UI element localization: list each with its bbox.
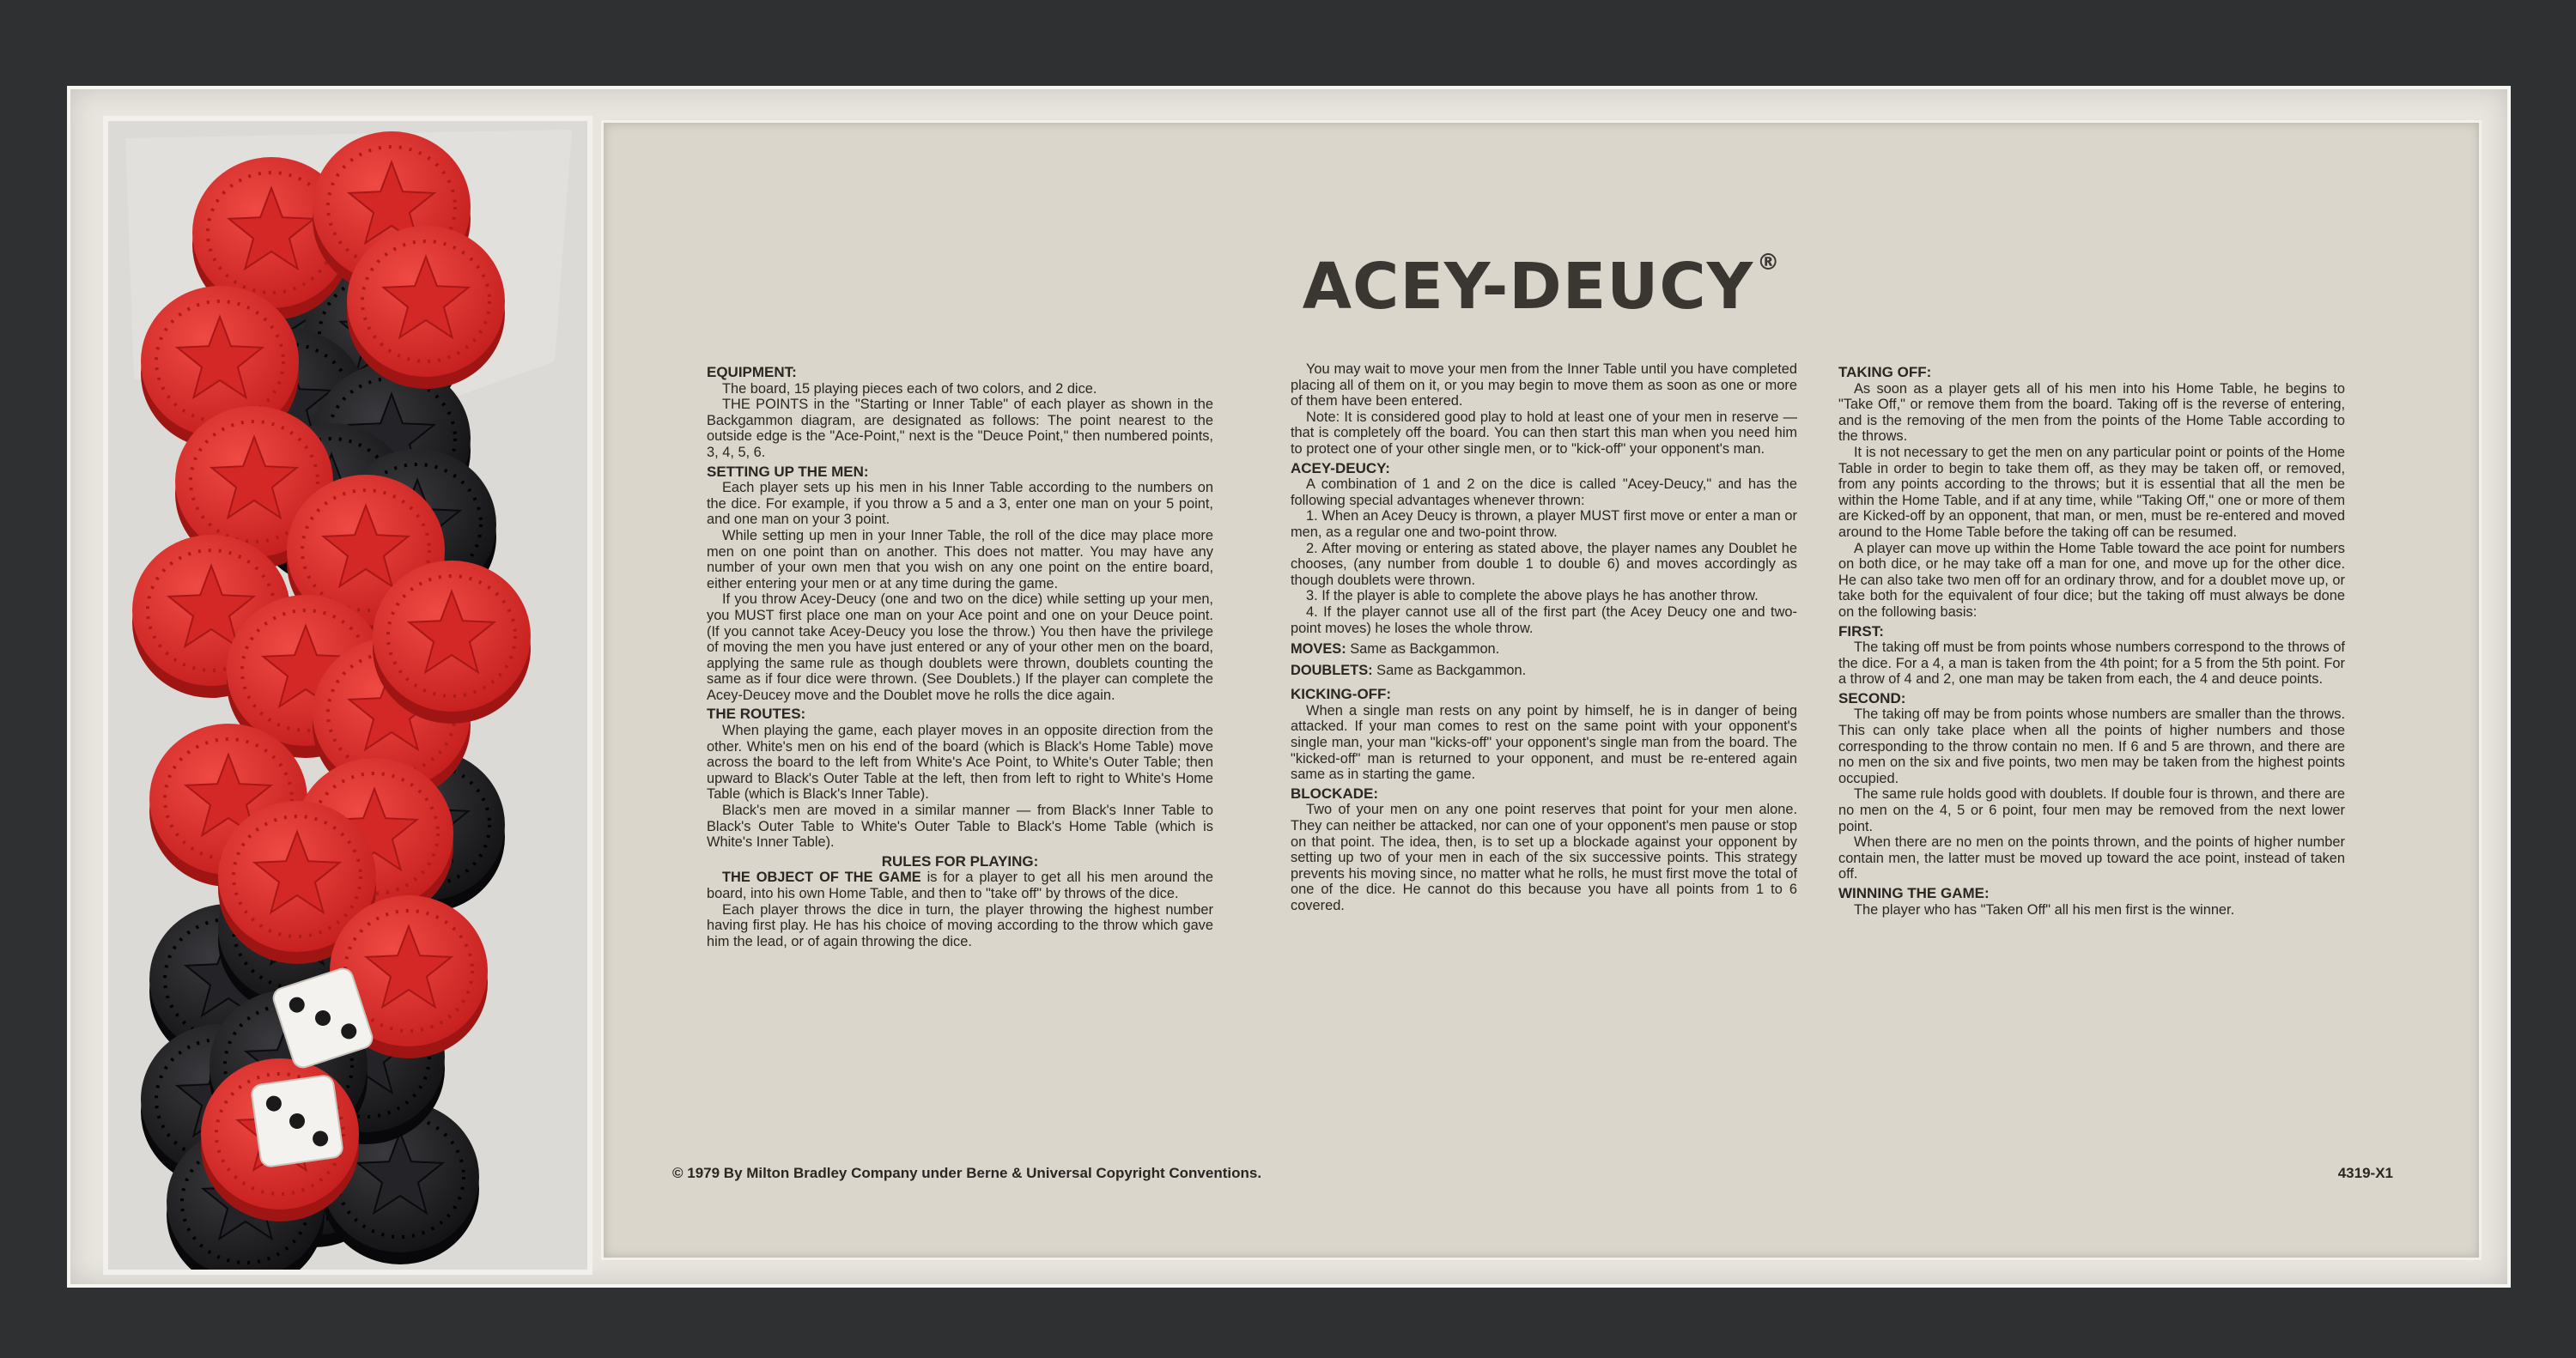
- rules-column-2: [1291, 361, 1797, 914]
- routes-heading: THE ROUTES:: [707, 706, 806, 723]
- equipment-heading: EQUIPMENT:: [707, 364, 797, 380]
- pieces-illustration: [108, 121, 587, 1270]
- object-paragraph: [707, 870, 1213, 901]
- acey-text-1: A combination of 1 and 2 on the dice is called "Acey-Deucy," and has the following special advantages whenever thrown:: [1291, 476, 1797, 508]
- winning-heading: WINNING THE GAME:: [1838, 885, 1990, 901]
- object-label: THE OBJECT OF THE GAME: [722, 870, 921, 886]
- routes-text-1: When playing the game, each player moves in an opposite direction from the other. White's men on his end of the board (which is Black's Home Table) move across the board to the left from White's Ace Point, to White's Outer Table; then upward to Black's Outer Table at the left, then from left to right to White's Home Table (which is Black's Inner Table).: [707, 723, 1213, 803]
- first-play-text: Each player throws the dice in turn, the player throwing the highest number having first play. He has his choice of moving according to the throw which gave him the lead, or of again throwing the dice.: [707, 901, 1213, 949]
- moves-text: Same as Backgammon.: [1346, 641, 1500, 658]
- doublets-paragraph: [1291, 663, 1797, 679]
- rules-column-1: [707, 361, 1213, 949]
- kick-text: When a single man rests on any point by himself, he is in danger of being attacked. If your man comes to rest on the same point with your opponent's single man, your man "kicks-off" your opponent's single man from the board. The "kicked-off" man is returned to your opponent, and must be re-entered again same as in starting the game.: [1291, 702, 1797, 783]
- taking-text-2: It is not necessary to get the men on any particular point or points of the Home Table in order to begin to take them off, as they may be taken off, or removed, from any points according to the throws; but it is essential that all the men be within the Home Table, and if at any time, while "Taking Off," one or more of them are Kicked-off by an opponent, that man, or men, must be re-entered and moved around to the Home Table before the taking off can be resumed.: [1838, 444, 2345, 540]
- red-piece: [373, 561, 531, 724]
- taking-text-3: A player can move up within the Home Table toward the ace point for numbers on both dice, or he may take off a man for one, and move up for the other dice. He can also take two men off for an ordinary throw, and for a doublet move up, or take both for the equivalent of four dice; but the taking off must always be done on the following basis:: [1838, 540, 2345, 620]
- red-piece: [347, 226, 505, 389]
- pieces-tray: [103, 116, 592, 1275]
- moves-paragraph: [1291, 641, 1797, 658]
- setup-text-2: While setting up men in your Inner Table, the roll of the dice may place more men on one point than on another. This does not matter. You may have any number of your own men that you wish on any one point on the entire board, either entering your men or at any time during the game.: [707, 527, 1213, 591]
- first-text: The taking off must be from points whose numbers correspond to the throws of the dice. For a 4, a man is taken from the 4th point; for a 5 from the 5th point. For a throw of 4 and 2, one man may be taken from each, the 4 and deuce points.: [1838, 640, 2345, 688]
- product-code: 4319-X1: [2337, 1165, 2393, 1181]
- rules-column-3: [1838, 361, 2345, 918]
- object-text: is for a player to get all his men around the board, into his own Home Table, and then to "take off" by throws of the dice.: [707, 870, 1213, 901]
- second-text-2: The same rule holds good with doublets. If double four is thrown, and there are no men on the 4, 5 or 6 point, four men may be removed from the next lower point.: [1838, 786, 2345, 834]
- moves-label: MOVES:: [1291, 641, 1346, 658]
- rules-sheet: [601, 120, 2482, 1260]
- setup-text-3: If you throw Acey-Deucy (one and two on the dice) while setting up your men, you MUST first place one man on your Ace point and one on your Deuce point. (If you cannot take Acey-Deucy you lose the throw.) You then have the privilege of moving the men you have just entered or any of your other men on the board, applying the same rule as though doublets were thrown, doublets counting the same as if four dice were thrown. (See Doublets.) If the player can complete the Acey-Deucey move and the Doublet move he rolls the dice again.: [707, 591, 1213, 703]
- taking-text-1: As soon as a player gets all of his men into his Home Table, he begins to "Take Off," or remove them from the board. Taking off is the reverse of entering, and is the removing of the men from the points of the Home Table according to the throws.: [1838, 380, 2345, 445]
- winning-text: The player who has "Taken Off" all his men first is the winner.: [1854, 901, 2235, 918]
- equipment-text-1: The board, 15 playing pieces each of two colors, and 2 dice.: [722, 380, 1097, 397]
- copyright-notice: © 1979 By Milton Bradley Company under Berne & Universal Copyright Conventions.: [672, 1165, 1262, 1181]
- equipment-text-2: THE POINTS in the "Starting or Inner Table" of each player as shown in the Backgammon diagram, are designated as follows: The point nearest to the outside edge is the "Ace-Point," next is the "Deuce Point," then numbered points, 3, 4, 5, 6.: [707, 397, 1213, 460]
- acey-heading: ACEY-DEUCY:: [1291, 459, 1390, 476]
- kick-heading: KICKING-OFF:: [1291, 686, 1392, 703]
- acey-text-5: 4. If the player cannot use all of the first part (the Acey Deucy one and two-point moves) he loses the whole throw.: [1291, 603, 1797, 636]
- title-text: ACEY-DEUCY: [1302, 250, 1754, 324]
- acey-text-2: 1. When an Acey Deucy is thrown, a player MUST first move or enter a man or men, as a regular one and two-point throw.: [1291, 508, 1797, 540]
- doublets-text: Same as Backgammon.: [1372, 662, 1527, 678]
- setup-text-1: Each player sets up his men in his Inner Table according to the numbers on the dice. For example, if you throw a 5 and a 3, enter one man on your 5 point, and one man on your 3 point.: [707, 480, 1213, 528]
- wait-text: You may wait to move your men from the Inner Table until you have completed placing all of them on it, or you may begin to move them as soon as one or more of them have been entered.: [1291, 361, 1797, 409]
- acey-text-4: 3. If the player is able to complete the above plays he has another throw.: [1306, 588, 1759, 604]
- second-text-3: When there are no men on the points thrown, and the points of higher number contain men, the latter must be moved up toward the ace point, instead of taken off.: [1838, 834, 2345, 882]
- registered-mark: ®: [1757, 250, 1781, 276]
- second-heading: SECOND:: [1838, 689, 1906, 706]
- blockade-heading: BLOCKADE:: [1291, 785, 1378, 802]
- routes-text-2: Black's men are moved in a similar manner — from Black's Inner Table to Black's Outer Table to White's Outer Table to Black's Home Table (which is White's Inner Table).: [707, 803, 1213, 851]
- taking-heading: TAKING OFF:: [1838, 364, 1932, 380]
- die-icon: [251, 1075, 343, 1167]
- acey-text-3: 2. After moving or entering as stated above, the player names any Doublet he chooses, (any number from double 1 to double 6) and moves accordingly as though doublets were thrown.: [1291, 540, 1797, 588]
- rules-title: [604, 250, 2479, 324]
- doublets-label: DOUBLETS:: [1291, 662, 1373, 678]
- rules-heading: RULES FOR PLAYING:: [881, 852, 1039, 870]
- note-text: Note: It is considered good play to hold at least one of your men in reserve — that is completely off the board. You can then start this man when you need him to protect one of your other single men, or to "kick-off" your opponent's man.: [1291, 409, 1797, 457]
- second-text-1: The taking off may be from points whose numbers are smaller than the throws. This can only take place when all the points of higher numbers and those corresponding to the throw contain no men. If 6 and 5 are thrown, and there are no men on the six and five points, two men may be taken from the highest points occupied.: [1838, 706, 2345, 786]
- blockade-text: Two of your men on any one point reserves that point for your men alone. They can neither be attacked, nor can one of your opponent's men pause or stop on that point. The idea, then, is to set up a blockade against your opponent by setting up two of your men in each of the six successive points. This strategy prevents his moving since, no matter what he rolls, he must first move the total of one of the dice. He cannot do this because you have all points from 1 to 6 covered.: [1291, 802, 1797, 913]
- setup-heading: SETTING UP THE MEN:: [707, 463, 869, 480]
- first-heading: FIRST:: [1838, 622, 1884, 640]
